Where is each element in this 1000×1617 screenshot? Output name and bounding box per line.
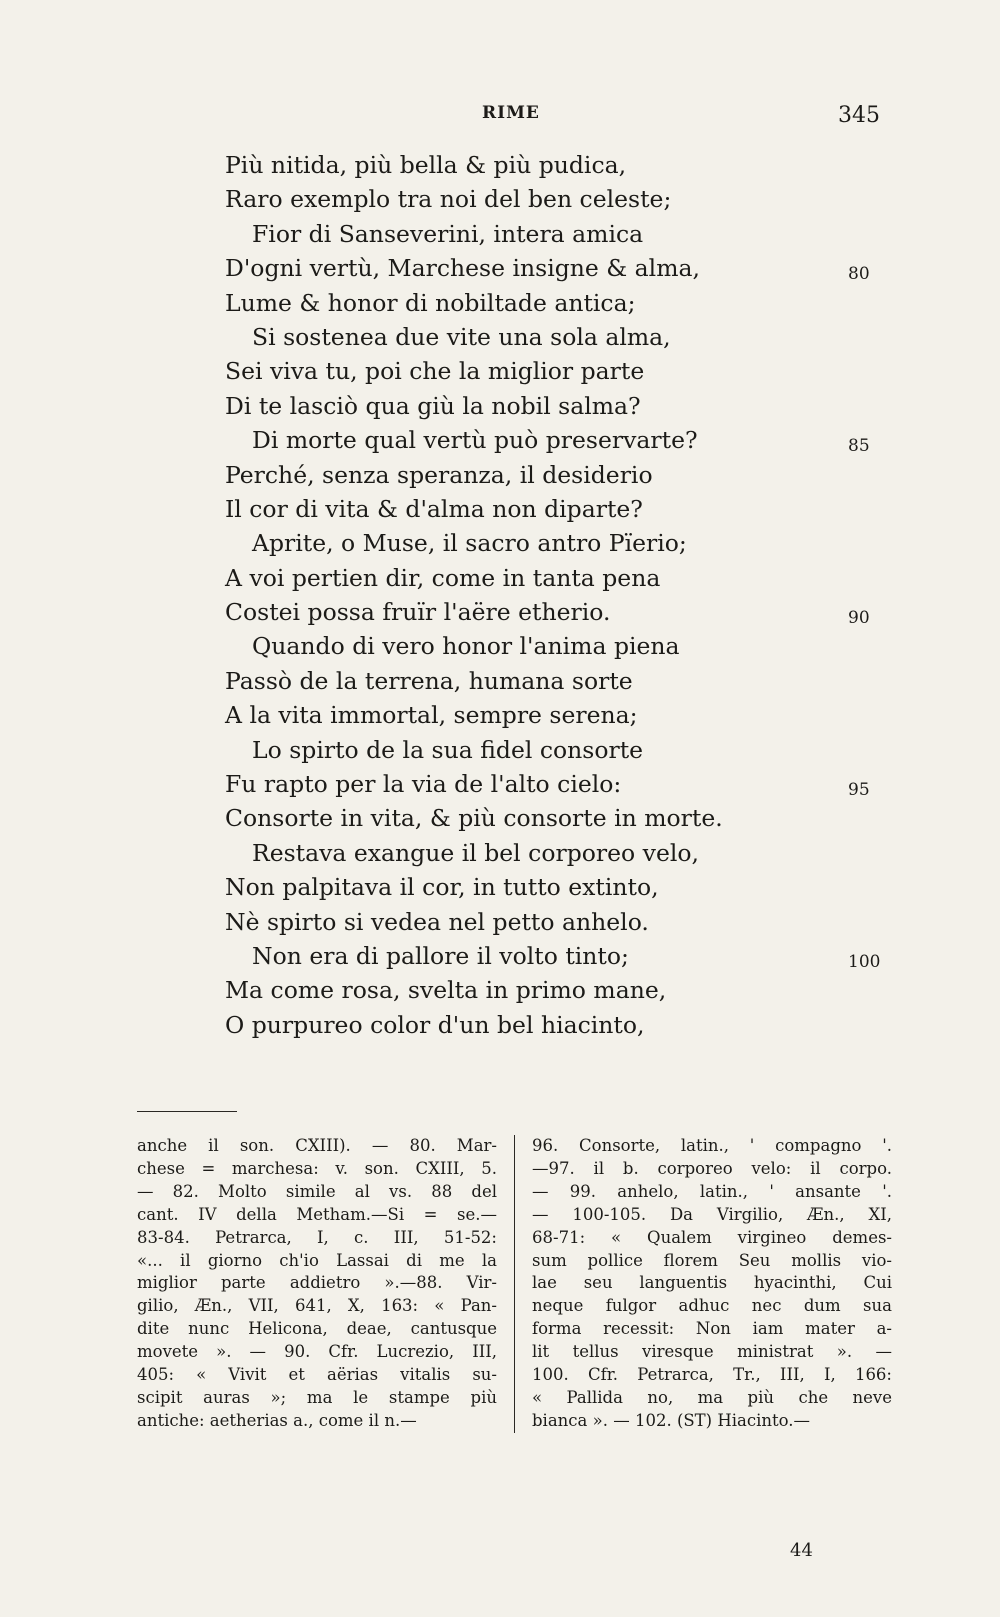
footnote-line: — 100-105. Da Virgilio, Æn., XI, [532,1204,892,1224]
verse-line-text: Fu rapto per la via de l'alto cielo: [225,770,622,799]
verse-line [0,561,1000,595]
footnote-line: « Pallida no, ma più che neve [532,1387,892,1407]
verse-line [0,905,1000,939]
verse-line [0,182,1000,216]
verse-line [0,973,1000,1007]
footnote-line: —97. il b. corporeo velo: il corpo. [532,1158,892,1178]
footnote-line: antiche: aetherias a., come il n.— [137,1410,417,1430]
verse-line-text: Passò de la terrena, humana sorte [225,666,633,695]
verse-line-text: Non palpitava il cor, in tutto extinto, [225,873,659,902]
verse-line-text: D'ogni vertù, Marchese insigne & alma, [225,254,700,283]
verse-line-text: Restava exangue il bel corporeo velo, [252,838,699,867]
footnote-line: sum pollice florem Seu mollis vio- [532,1250,892,1270]
footnote-line: 68-71: « Qualem virgineo demes- [532,1227,892,1247]
footnote-line: gilio, Æn., VII, 641, X, 163: « Pan- [137,1296,497,1316]
verse-line-text: A la vita immortal, sempre serena; [225,701,638,730]
verse-line-text: Costei possa fruïr l'aëre etherio. [225,598,611,627]
footnotes [137,1135,892,1433]
verse-line [0,458,1000,492]
footnote-line: forma recessit: Non iam mater a- [532,1319,892,1339]
verse-line-text: O purpureo color d'un bel hiacinto, [225,1010,645,1039]
page-number: 345 [838,103,880,128]
footnotes-left-column [137,1135,515,1433]
verse-line-text: Aprite, o Muse, il sacro antro Pïerio; [252,529,687,558]
verse-line [0,526,1000,560]
verse-line-text: Raro exemplo tra noi del ben celeste; [225,185,672,214]
verse-line [0,148,1000,182]
footnote-line: 96. Consorte, latin., ' compagno '. [532,1136,892,1155]
verse-line-text: Di morte qual vertù può preservarte? [252,426,698,455]
footnote-line: 405: « Vivit et aërias vitalis su- [137,1365,497,1385]
verse-block [0,148,1000,1042]
footnote-line: cant. IV della Metham.—Si = se.— [137,1204,497,1224]
footnote-line: neque fulgor adhuc nec dum sua [532,1296,892,1316]
footnote-line: chese = marchesa: v. son. CXIII, 5. [137,1158,497,1178]
verse-line-text: Il cor di vita & d'alma non diparte? [225,494,643,523]
footnotes-right-column [515,1135,892,1433]
verse-line-text: Di te lasciò qua giù la nobil salma? [225,391,641,420]
verse-line [0,320,1000,354]
footnote-line: bianca ». — 102. (ST) Hiacinto.— [532,1410,811,1430]
verse-line [0,389,1000,423]
footnote-line: 100. Cfr. Petrarca, Tr., III, I, 166: [532,1365,892,1385]
verse-line-text: A voi pertien dir, come in tanta pena [225,563,661,592]
line-number: 95 [848,780,870,801]
line-number: 85 [848,436,870,457]
verse-line [0,1008,1000,1042]
footnote-rule [137,1111,237,1112]
footnote-line: — 82. Molto simile al vs. 88 del [137,1181,497,1201]
footnote-line: lae seu languentis hyacinthi, Cui [532,1273,892,1293]
footnote-line: 83-84. Petrarca, I, c. III, 51-52: [137,1227,497,1247]
line-number: 80 [848,264,870,285]
footnote-line: movete ». — 90. Cfr. Lucrezio, III, [137,1342,497,1362]
verse-line [0,801,1000,835]
verse-line [0,423,1000,457]
verse-line-text: Lume & honor di nobiltade antica; [225,288,636,317]
footnote-line: miglior parte addietro ».—88. Vir- [137,1273,497,1293]
verse-line-text: Lo spirto de la sua fidel consorte [252,735,644,764]
verse-line [0,870,1000,904]
verse-line-text: Sei viva tu, poi che la miglior parte [225,357,645,386]
footnote-line: scipit auras »; ma le stampe più [137,1387,497,1407]
verse-line-text: Ma come rosa, svelta in primo mane, [225,976,667,1005]
verse-line [0,836,1000,870]
verse-line [0,251,1000,285]
verse-line [0,767,1000,801]
line-number: 100 [848,951,881,972]
verse-line [0,939,1000,973]
verse-line [0,698,1000,732]
verse-line [0,733,1000,767]
verse-line-text: Nè spirto si vedea nel petto anhelo. [225,907,649,936]
verse-line [0,664,1000,698]
footnote-line: — 99. anhelo, latin., ' ansante '. [532,1181,892,1201]
footnote-line: dite nunc Helicona, deae, cantusque [137,1319,497,1339]
verse-line-text: Non era di pallore il volto tinto; [252,941,629,970]
footnote-line: «... il giorno ch'io Lassai di me la [137,1250,497,1270]
verse-line [0,595,1000,629]
footnote-line: anche il son. CXIII). — 80. Mar- [137,1136,497,1155]
verse-line-text: Fior di Sanseverini, intera amica [252,219,644,248]
verse-line-text: Si sostenea due vite una sola alma, [252,322,671,351]
signature-mark: 44 [790,1540,813,1561]
verse-line-text: Quando di vero honor l'anima piena [252,632,680,661]
footnote-line: lit tellus viresque ministrat ». — [532,1342,892,1362]
verse-line [0,217,1000,251]
verse-line-text: Consorte in vita, & più consorte in morte. [225,804,723,833]
verse-line [0,354,1000,388]
running-head: RIME [482,103,540,123]
verse-line-text: Più nitida, più bella & più pudica, [225,151,627,179]
verse-line [0,286,1000,320]
line-number: 90 [848,608,870,629]
verse-line [0,629,1000,663]
verse-line [0,492,1000,526]
verse-line-text: Perché, senza speranza, il desiderio [225,460,653,489]
